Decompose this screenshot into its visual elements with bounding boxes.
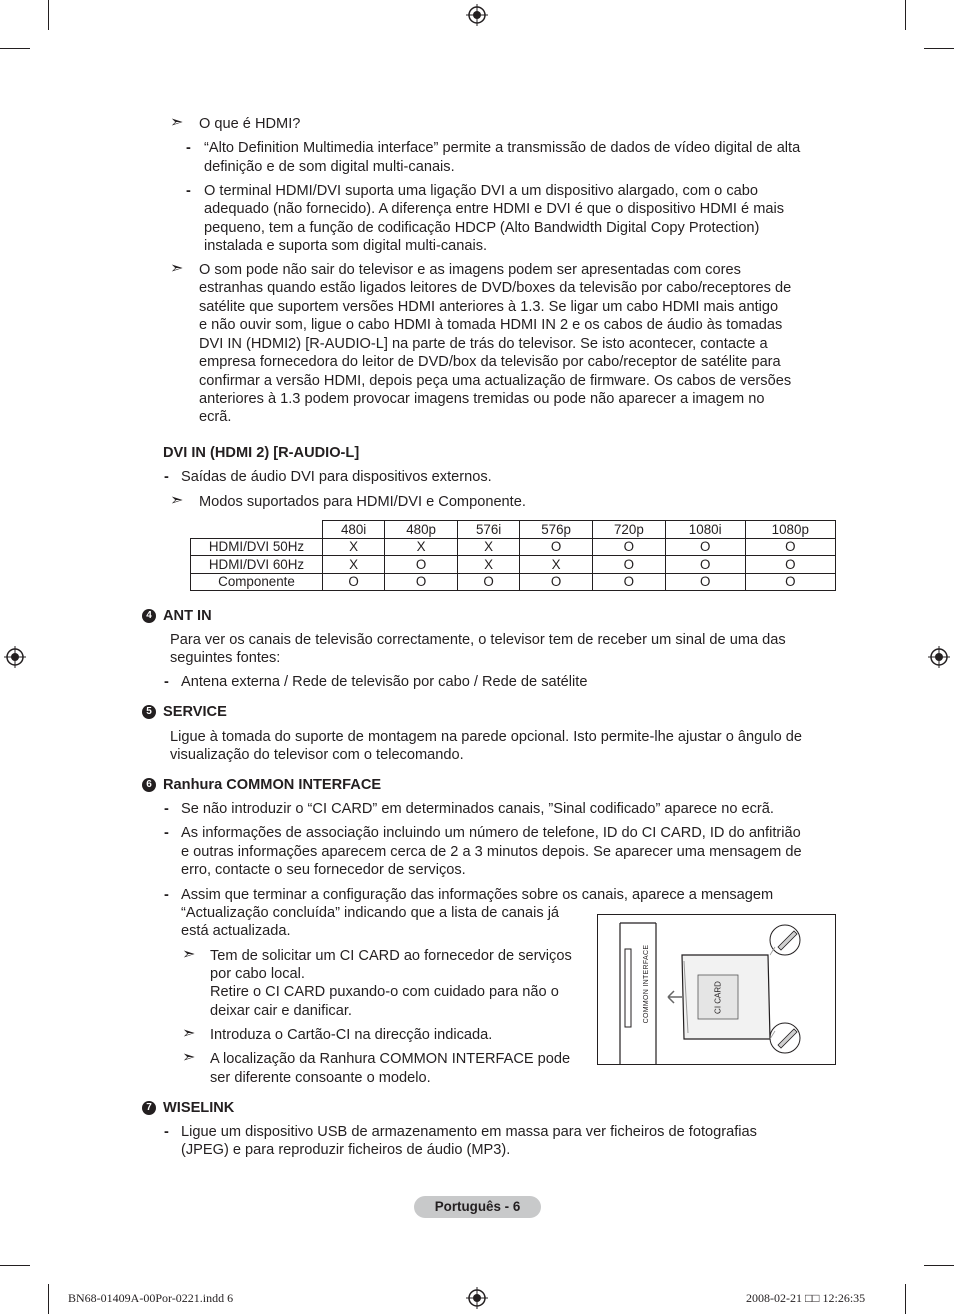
warning-line: confirmar a versão HDMI, depois peça uma actualização de firmware. Os cabos de versões — [199, 373, 792, 389]
table-cell: O — [458, 573, 520, 591]
figure-label-card: CI CARD — [713, 981, 723, 1014]
arrow-note-icon: ➣ — [170, 260, 184, 277]
table-cell: O — [593, 556, 666, 574]
hdmi-bullet-line: adequado (não fornecido). A diferença entre HDMI e DVI é que o dispositivo HDMI é mais — [204, 201, 785, 217]
service-line: Ligue à tomada do suporte de montagem na parede opcional. Isto permite-lhe ajustar o ângulo de — [170, 729, 802, 745]
table-cell: O — [520, 573, 593, 591]
ci-bullet-line: As informações de associação incluindo um número de telefone, ID do CI CARD, ID do anfitrião — [181, 825, 801, 841]
ci-note-line: A localização da Ranhura COMMON INTERFACE pode — [210, 1051, 571, 1067]
bullet-dash: - — [186, 140, 191, 156]
ci-bullet-line: erro, contacte o seu fornecedor de serviços. — [181, 862, 466, 878]
table-row — [191, 573, 836, 591]
service-line: visualização do televisor com o telecomando. — [170, 747, 464, 763]
bullet-dash: - — [164, 469, 169, 485]
table-cell: O — [323, 573, 385, 591]
crop-mark — [924, 48, 954, 49]
table-cell: O — [665, 538, 745, 556]
table-cell: O — [385, 573, 458, 591]
ci-bullet: Se não introduzir o “CI CARD” em determinados canais, ”Sinal codificado” aparece no ecrã. — [181, 801, 774, 817]
ant-in-line: seguintes fontes: — [170, 650, 281, 666]
bullet-dash: - — [164, 887, 169, 903]
table-header-cell — [191, 521, 323, 539]
bullet-dash: - — [186, 183, 191, 199]
arrow-note-icon: ➣ — [182, 1025, 196, 1042]
registration-mark-icon — [466, 1287, 488, 1309]
dvi-note: Modos suportados para HDMI/DVI e Componente. — [199, 494, 526, 510]
table-cell: O — [593, 538, 666, 556]
ci-bullet-line: e outras informações aparecem cerca de 2 a 3 minutos depois. Se aparecer uma mensagem de — [181, 844, 802, 860]
crop-mark — [905, 0, 906, 30]
table-cell: Componente — [191, 573, 323, 591]
warning-line: e não ouvir som, ligue o cabo HDMI à tomada HDMI IN 2 e os cabos de áudio às tomadas — [199, 317, 783, 333]
registration-mark-icon — [4, 646, 26, 668]
hdmi-bullet-line: instalada e suporta som digital multi-canais. — [204, 238, 488, 254]
bullet-dash: - — [164, 801, 169, 817]
section-number-badge: 5 — [142, 705, 156, 719]
table-cell: X — [385, 538, 458, 556]
table-cell: X — [520, 556, 593, 574]
table-cell: O — [593, 573, 666, 591]
bullet-dash: - — [164, 825, 169, 841]
arrow-note-icon: ➣ — [170, 114, 184, 131]
service-heading: SERVICE — [163, 704, 227, 720]
table-cell: HDMI/DVI 60Hz — [191, 556, 323, 574]
hdmi-bullet-line: pequeno, tem a função de codificação HDCP (Alto Bandwidth Digital Copy Protection) — [204, 220, 760, 236]
figure-label-slot: COMMON INTERFACE — [643, 944, 650, 1024]
bullet-dash: - — [164, 674, 169, 690]
table-cell: X — [323, 556, 385, 574]
ant-in-line: Para ver os canais de televisão correctamente, o televisor tem de receber um sinal de uma das — [170, 632, 786, 648]
table-header-cell: 1080i — [665, 521, 745, 539]
table-cell: X — [323, 538, 385, 556]
ci-note-line: ser diferente consoante o modelo. — [210, 1070, 431, 1086]
file-slug: BN68-01409A-00Por-0221.indd 6 — [68, 1291, 234, 1305]
hdmi-question: O que é HDMI? — [199, 116, 301, 132]
ci-heading: Ranhura COMMON INTERFACE — [163, 777, 382, 793]
ci-note-line: deixar cair e danificar. — [210, 1003, 352, 1019]
table-cell: X — [458, 538, 520, 556]
dvi-heading: DVI IN (HDMI 2) [R-AUDIO-L] — [163, 445, 360, 461]
wiselink-heading: WISELINK — [163, 1100, 235, 1116]
arrow-note-icon: ➣ — [182, 1049, 196, 1066]
crop-mark — [924, 1265, 954, 1266]
table-cell: O — [520, 538, 593, 556]
warning-line: satélite que suportem versões HDMI anteriores à 1.3. Se ligar um cabo HDMI mais antigo — [199, 299, 779, 315]
date-slug: 2008-02-21 □□ 12:26:35 — [746, 1291, 866, 1305]
warning-line: anteriores à 1.3 podem provocar imagens tremidas ou pode não aparecer a imagem no — [199, 391, 765, 407]
table-cell: O — [665, 556, 745, 574]
warning-line: empresa fornecedora do leitor de DVD/box da televisão por cabo/receptor de satélite para — [199, 354, 781, 370]
ci-bullet-line: está actualizada. — [181, 923, 291, 939]
warning-line: estranhas quando estão ligados leitores de DVD/boxes da televisão por cabo/receptores de — [199, 280, 792, 296]
table-row — [191, 556, 836, 574]
warning-line: O som pode não sair do televisor e as imagens podem ser apresentadas com cores — [199, 262, 741, 278]
table-header-cell: 1080p — [745, 521, 835, 539]
table-cell: X — [458, 556, 520, 574]
ci-note-line: por cabo local. — [210, 966, 305, 982]
page-number-badge: Português - 6 — [414, 1196, 541, 1218]
crop-mark — [48, 0, 49, 30]
ci-card-illustration — [597, 914, 836, 1065]
section-number-badge: 4 — [142, 609, 156, 623]
section-number-badge: 7 — [142, 1101, 156, 1115]
table-header-cell: 576p — [520, 521, 593, 539]
dvi-bullet: Saídas de áudio DVI para dispositivos externos. — [181, 469, 492, 485]
crop-mark — [905, 1284, 906, 1314]
arrow-note-icon: ➣ — [170, 492, 184, 509]
table-cell: O — [665, 573, 745, 591]
table-row — [191, 538, 836, 556]
table-cell: O — [745, 538, 835, 556]
ci-note-line: Retire o CI CARD puxando-o com cuidado para não o — [210, 984, 559, 1000]
ci-note-line: Tem de solicitar um CI CARD ao fornecedor de serviços — [210, 948, 572, 964]
bullet-dash: - — [164, 1124, 169, 1140]
modes-table — [190, 520, 836, 591]
warning-line: ecrã. — [199, 409, 232, 425]
arrow-note-icon: ➣ — [182, 946, 196, 963]
ci-bullet-line: Assim que terminar a configuração das informações sobre os canais, aparece a mensagem — [181, 887, 774, 903]
wiselink-line: (JPEG) e para reproduzir ficheiros de áudio (MP3). — [181, 1142, 511, 1158]
table-cell: O — [745, 573, 835, 591]
hdmi-bullet-line: O terminal HDMI/DVI suporta uma ligação DVI a um dispositivo alargado, com o cabo — [204, 183, 758, 199]
registration-mark-icon — [466, 4, 488, 26]
registration-mark-icon — [928, 646, 950, 668]
ci-note: Introduza o Cartão-CI na direcção indicada. — [210, 1027, 493, 1043]
ci-bullet-line: “Actualização concluída” indicando que a lista de canais já — [181, 905, 560, 921]
table-header-cell: 480i — [323, 521, 385, 539]
table-header-row — [191, 521, 836, 539]
crop-mark — [0, 1265, 30, 1266]
hdmi-bullet-line: “Alto Definition Multimedia interface” permite a transmissão de dados de vídeo digital de alta — [204, 140, 801, 156]
table-cell: O — [745, 556, 835, 574]
crop-mark — [0, 48, 30, 49]
table-header-cell: 720p — [593, 521, 666, 539]
warning-line: DVI IN (HDMI2) [R-AUDIO-L] na parte de trás do televisor. Se isto acontecer, contacte a — [199, 336, 768, 352]
hdmi-bullet-line: definição e de som digital multi-canais. — [204, 159, 455, 175]
table-cell: O — [385, 556, 458, 574]
ant-in-heading: ANT IN — [163, 608, 212, 624]
ant-in-bullet: Antena externa / Rede de televisão por cabo / Rede de satélite — [181, 674, 588, 690]
table-header-cell: 576i — [458, 521, 520, 539]
crop-mark — [48, 1284, 49, 1314]
section-number-badge: 6 — [142, 778, 156, 792]
table-header-cell: 480p — [385, 521, 458, 539]
wiselink-line: Ligue um dispositivo USB de armazenamento em massa para ver ficheiros de fotografias — [181, 1124, 757, 1140]
table-cell: HDMI/DVI 50Hz — [191, 538, 323, 556]
